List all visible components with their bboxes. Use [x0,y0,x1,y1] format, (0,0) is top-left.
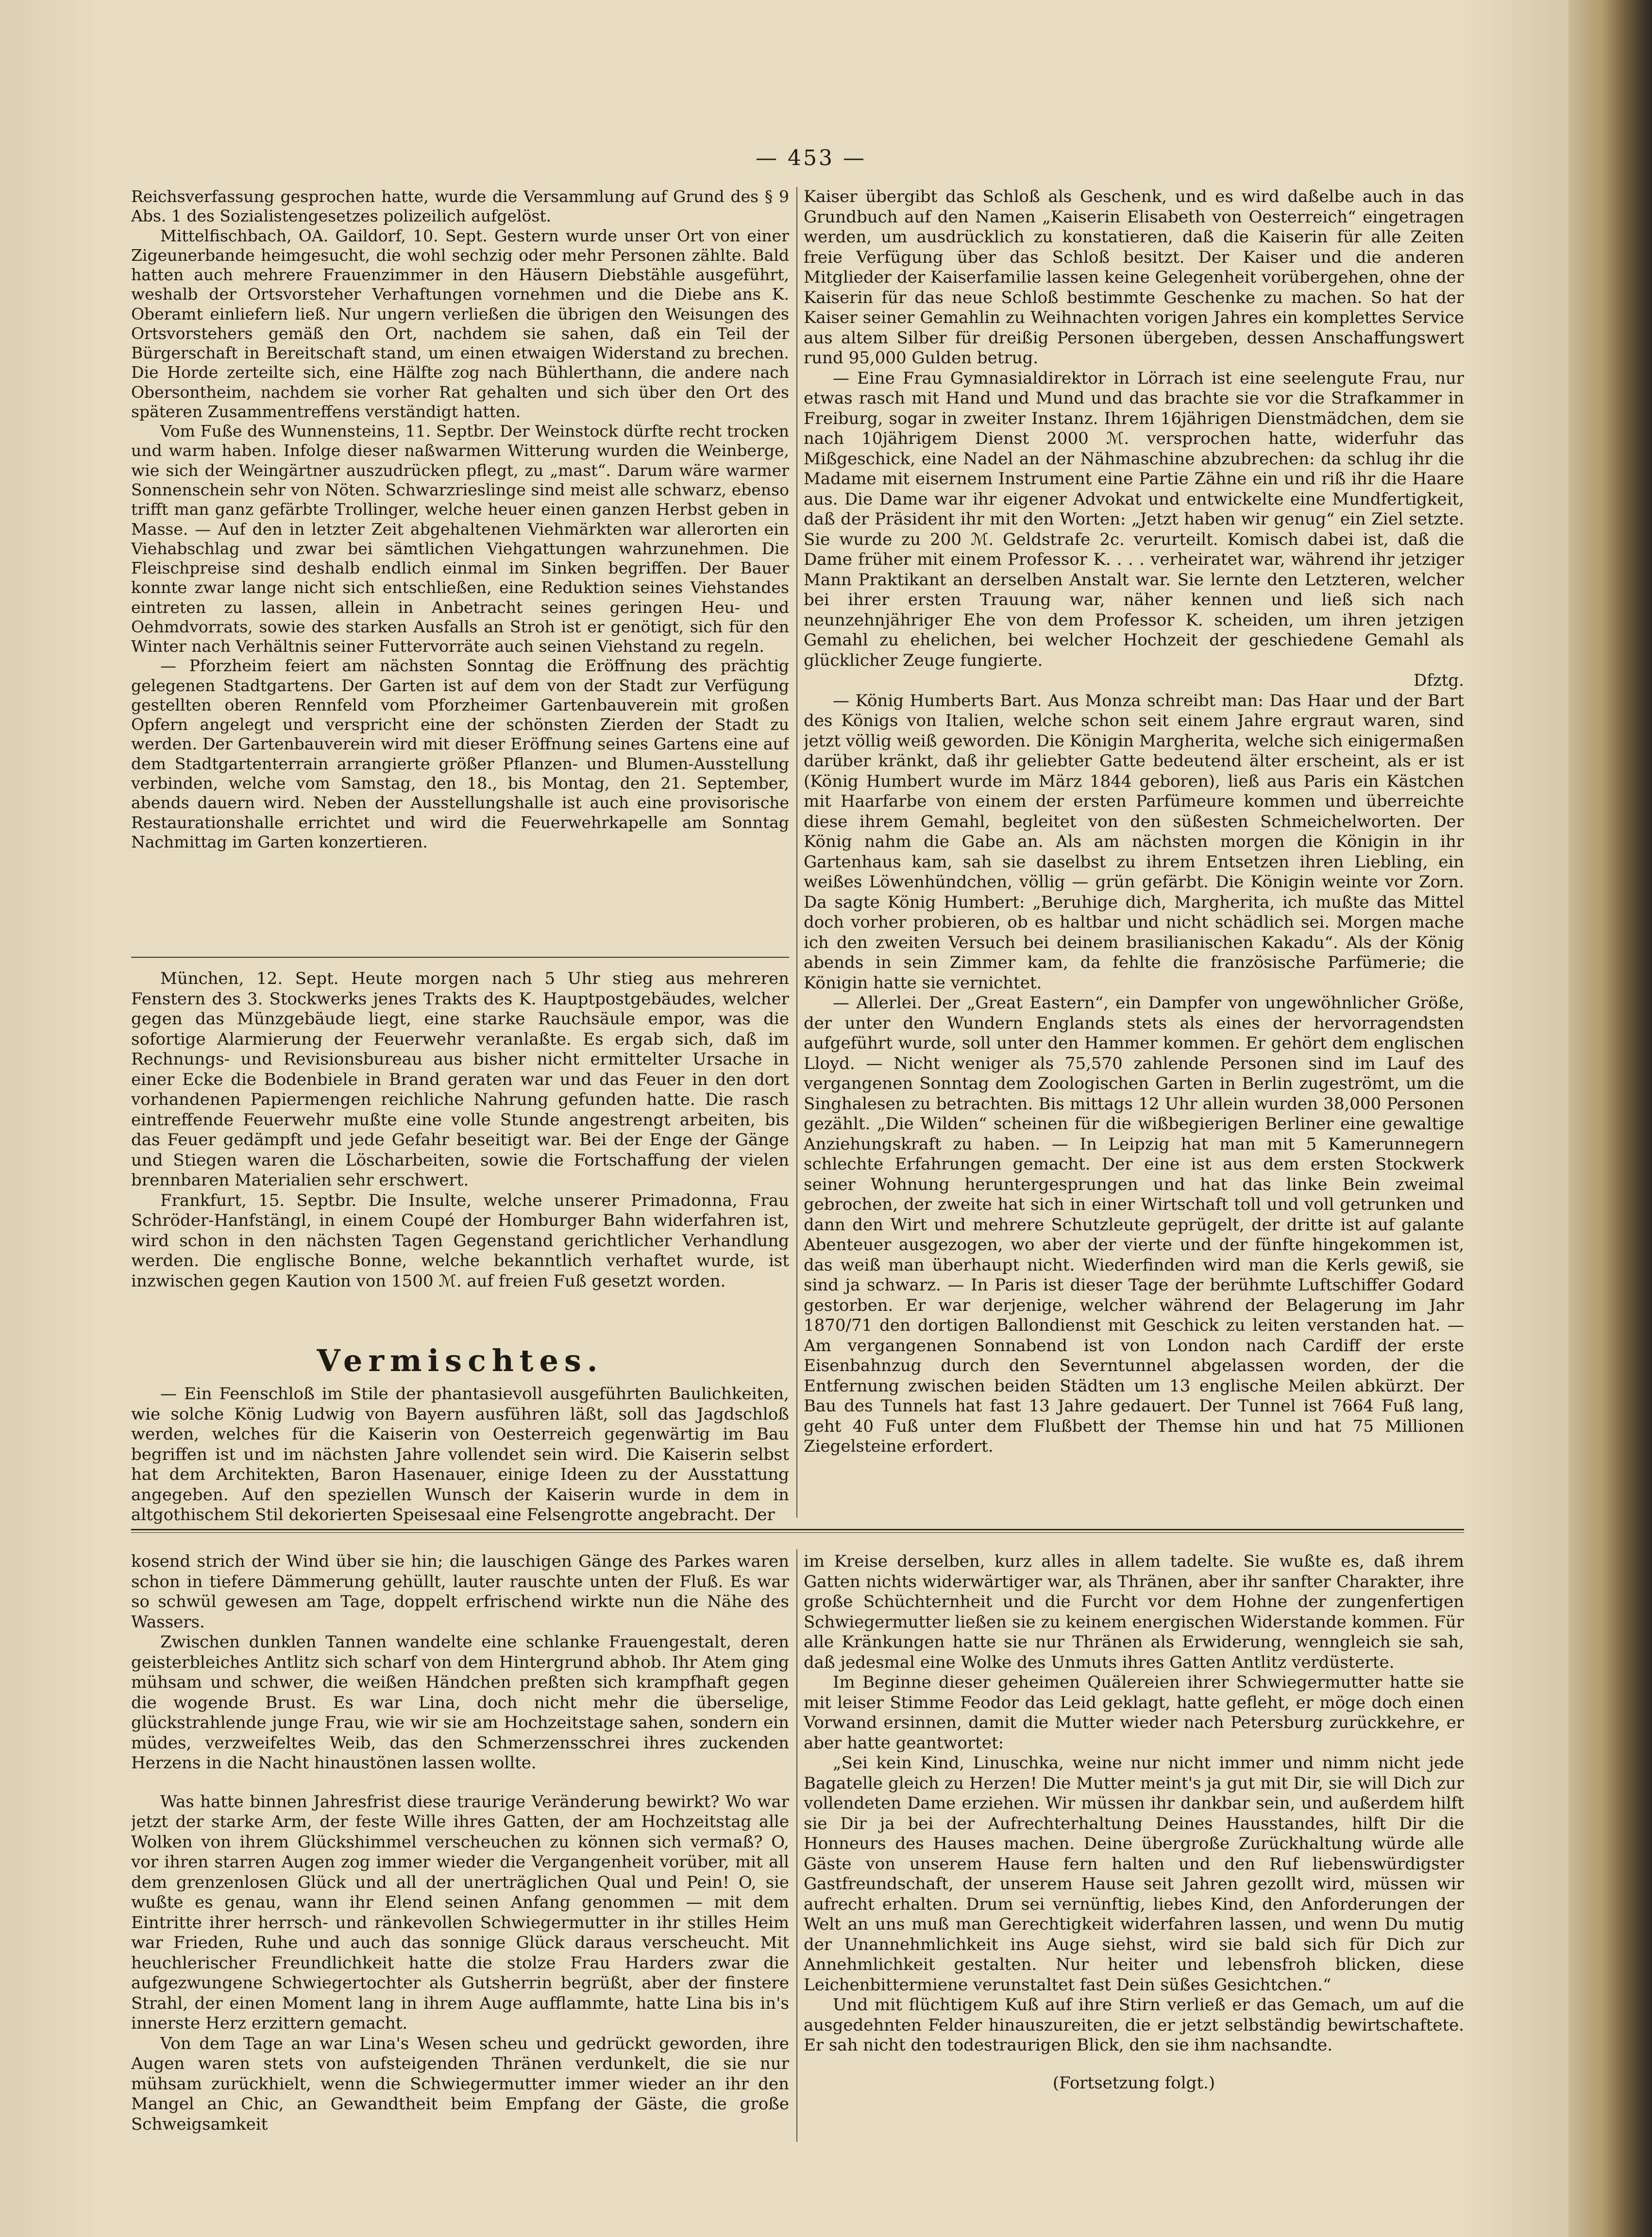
story-paragraph: kosend strich der Wind über sie hin; die lauschigen Gänge des Parkes waren schon in tiefere Dämmerung gehüllt, lauter rauschte unten der Fluß. Es war so schwül gewesen am Tage, doppelt erfrischend wirkte nun die Nähe des Wassers. [131,1552,789,1632]
story-paragraph: Von dem Tage an war Lina's Wesen scheu und gedrückt geworden, ihre Augen waren stets von aufsteigenden Thränen verdunkelt, die sie nur mühsam zurückhielt, wenn die Schwiegermutter immer wieder an ihr den Mangel an Chic, an Gewandtheit beim Empfang der Gäste, die große Schweigsamkeit [131,2034,789,2134]
story-quote: „Sei kein Kind, Linuschka, weine nur nicht immer und nimm nicht jede Bagatelle gleich zu Herzen! Die Mutter meint's ja gut mit Dir, sie will Dich zur vollendeten Dame erziehen. Wir müssen ihr dankbar sein, und außerdem hilft sie Dir ja bei der Aufrechterhaltung Deines Hausstandes, hilft Dir die Honneurs des Hauses machen. Deine übergroße Zurückhaltung würde alle Gäste von unserem Hause fern halten und den Ruf liebenswürdigster Gastfreundschaft, der unserem Hause seit Jahren gezollt wird, müssen wir aufrecht erhalten. Drum sei vernünftig, liebes Kind, den Anforderungen der Welt an uns muß man Gerechtigkeit widerfahren lassen, und wenn Du mutig der Unannehmlichkeit ins Auge siehst, wird sie bald sich für Dich zur Annehmlichkeit gestalten. Nur heiter und lebensfroh blicken, diese Leichenbittermiene verunstaltet fast Dein süßes Gesichtchen.“ [804,1753,1464,1995]
serial-column-left [131,1552,789,2135]
article-paragraph: Kaiser übergibt das Schloß als Geschenk, und es wird daßelbe auch in das Grundbuch auf den Namen „Kaiserin Elisabeth von Oesterreich“ eingetragen werden, um ausdrücklich zu konstatieren, daß die Kaiserin für alle Zeiten freie Verfügung über das Schloß besitzt. Der Kaiser und die anderen Mitglieder der Kaiserfamilie lassen keine Gelegenheit vorübergehen, ohne der Kaiserin für das neue Schloß bestimmte Geschenke zu machen. So hat der Kaiser seiner Gemahlin zu Weihnachten vorigen Jahres ein komplettes Service aus altem Silber für dreißig Personen übergeben, dessen Anschaffungswert rund 95,000 Gulden betrug. [804,187,1464,368]
story-paragraph: Im Beginne dieser geheimen Quälereien ihrer Schwiegermutter hatte sie mit leiser Stimme Feodor das Leid geklagt, hatte gefleht, er möge doch einen Vorwand ersinnen, damit die Mutter wieder nach Petersburg zurückkehre, er aber hatte geantwortet: [804,1673,1464,1753]
article-loerrach: — Eine Frau Gymnasialdirektor in Lörrach ist eine seelengute Frau, nur etwas rasch mit Hand und Mund und das brachte sie vor die Strafkammer in Freiburg, sogar in zweiter Instanz. Ihrem 16jährigen Dienstmädchen, dem sie nach 10jährigem Dienst 2000 ℳ. versprochen hatte, widerfuhr das Mißgeschick, eine Nadel an der Nähmaschine abzubrechen: da schlug ihr die Madame mit eisernem Instrument eine Partie Zähne ein und riß ihr die Haare aus. Die Dame war ihr eigener Advokat und entwickelte eine Mundfertigkeit, daß der Präsident ihr mit den Worten: „Jetzt haben wir genug“ ein Ziel setzte. Sie wurde zu 200 ℳ. Geldstrafe 2c. verurteilt. Komisch dabei ist, daß die Dame früher mit einem Professor K. . . . verheiratet war, während ihr jetziger Mann Praktikant an derselben Anstalt war. Sie lernte den Letzteren, welcher bei ihrer ersten Trauung war, näher kennen und ließ sich nach neunzehnjähriger Ehe von dem Professor K. scheiden, um ihren jetzigen Gemahl zu ehelichen, bei welcher Hochzeit der geschiedene Gemahl als glücklicher Zeuge fungierte. [804,368,1464,670]
story-paragraph: Was hatte binnen Jahresfrist diese traurige Veränderung bewirkt? Wo war jetzt der starke Arm, der feste Wille ihres Gatten, der am Hochzeitstag alle Wolken von ihrem Glückshimmel verscheuchen zu können sich vermaß? O, vor ihren starren Augen zog immer wieder die Vergangenheit vorüber, mit all dem grenzenlosen Glück und all der unerträglichen Qual und Pein! O, sie wußte es genau, wann ihr Elend seinen Anfang genommen — mit dem Eintritte ihrer herrsch- und ränkevollen Schwiegermutter in ihr stilles Heim war Frieden, Ruhe und auch das sonnige Glück daraus verscheucht. Mit heuchlerischer Freundlichkeit hatte die stolze Frau Harders zwar die aufgezwungene Schwiegertochter als Gutsherrin begrüßt, aber der finstere Strahl, der einen Moment lang in ihrem Auge aufflammte, hatte Lina bis in's innerste Herz erzittern gemacht. [131,1792,789,2033]
column-divider [796,187,797,1518]
feuilleton-rule [131,1529,1464,1530]
page-edge [1568,0,1652,2237]
article-pforzheim: — Pforzheim feiert am nächsten Sonntag die Eröffnung des prächtig gelegenen Stadtgartens. Der Garten ist auf dem von der Stadt zur Verfügung gestellten oberen Rennfeld vom Pforzheimer Gartenbauverein mit großen Opfern angelegt und verspricht eine der schönsten Zierden der Stadt zu werden. Der Gartenbauverein wird mit dieser Eröffnung seines Gartens eine auf dem Stadtgartenterrain arrangierte größer Pflanzen- und Blumen-Ausstellung verbinden, welche vom Samstag, den 18., bis Montag, den 21. September, abends dauern wird. Neben der Ausstellungshalle ist auch eine provisorische Restaurationshalle errichtet und wird die Feuerwehrkapelle am Sonntag Nachmittag im Garten konzertieren. [131,656,789,851]
news-column-left-top [131,187,789,852]
news-column-right-top [804,187,1464,1513]
article-muenchen: München, 12. Sept. Heute morgen nach 5 Uhr stieg aus mehreren Fenstern des 3. Stockwerks jenes Trakts des K. Hauptpostgebäudes, welcher gegen das Münzgebäude liegt, eine starke Rauchsäule empor, was die sofortige Alarmierung der Feuerwehr veranlaßte. Es ergab sich, daß im Rechnungs- und Revisionsbureau aus bisher nicht ermittelter Ursache in einer Ecke die Bodenbiele in Brand geraten war und das Feuer in den dort vorhandenen Papiermengen reichliche Nahrung gefunden hatte. Die rasch eintreffende Feuerwehr mußte eine volle Stunde angestrengt arbeiten, bis das Feuer gedämpft und jede Gefahr beseitigt war. Bei der Enge der Gänge und Stiegen waren die Löscharbeiten, sowie die Fortschaffung der vielen brennbaren Materialien sehr erschwert. [131,969,789,1190]
story-paragraph: Zwischen dunklen Tannen wandelte eine schlanke Frauengestalt, deren geisterbleiches Antlitz sich scharf von dem Hintergrund abhob. Ihr Atem ging mühsam und schwer, die weißen Händchen preßten sich krampfhaft gegen die wogende Brust. Es war Lina, doch nicht mehr die überselige, glückstrahlende junge Frau, wie wir sie am Hochzeitstage sahen, sondern ein müdes, verzweifeltes Weib, das den Schmerzensschrei ihres zuckenden Herzens in die Nacht hinaustönen lassen wollte. [131,1632,789,1773]
article-feenschloss: — Ein Feenschloß im Stile der phantasievoll ausgeführten Baulichkeiten, wie solche König Ludwig von Bayern ausführen läßt, soll das Jagdschloß werden, welches für die Kaiserin von Oesterreich gegenwärtig im Bau begriffen ist und im nächsten Jahre vollendet sein wird. Die Kaiserin selbst hat dem Architekten, Baron Hasenauer, einige Ideen zu der Ausstattung angegeben. Auf den speziellen Wunsch der Kaiserin wurde in dem in altgothischem Stil dekorierten Speisesaal eine Felsengrotte angebracht. Der [131,1384,789,1525]
article-wunnenstein: Vom Fuße des Wunnensteins, 11. Septbr. Der Weinstock dürfte recht trocken und warm haben. Infolge dieser naßwarmen Witterung wurden die Weinberge, wie sich der Weingärtner auszudrücken pflegt, zu „mast“. Darum wäre warmer Sonnenschein sehr von Nöten. Schwarzrieslinge sind meist alle schwarz, ebenso trifft man ganz gefärbte Trollinger, welche heuer einen ganzen Herbst geben in Masse. — Auf den in letzter Zeit abgehaltenen Viehmärkten war allerorten ein Viehabschlag und zwar bei sämtlichen Viehgattungen wahrzunehmen. Die Fleischpreise sind deshalb endlich einmal im Sinken begriffen. Der Bauer konnte zwar lange nicht sich entschließen, eine Reduktion seines Viehstandes eintreten zu lassen, allein in Anbetracht seines geringen Heu- und Oehmdvorrats, sowie des starken Ausfalls an Stroh ist er genötigt, sich für den Winter nach Verhältnis seiner Futtervorräte auch seinen Viehstand zu regeln. [131,422,789,656]
article-paragraph: Reichsverfassung gesprochen hatte, wurde die Versammlung auf Grund des § 9 Abs. 1 des Sozialistengesetzes polizeilich aufgelöst. [131,187,789,226]
continuation-note: (Fortsetzung folgt.) [1052,2073,1215,2093]
news-column-vermischtes [131,1384,789,1525]
feuilleton-column-divider [796,1549,797,2142]
story-paragraph: Und mit flüchtigem Kuß auf ihre Stirn verließ er das Gemach, um auf die ausgedehnten Felder hinauszureiten, die er jetzt selbständig bewirtschaftete. Er sah nicht den todestraurigen Blick, den sie ihm nachsandte. [804,1995,1464,2055]
page-number: — 453 — [756,146,866,170]
section-heading: Vermischtes. [317,1343,604,1378]
article-allerlei: — Allerlei. Der „Great Eastern“, ein Dampfer von ungewöhnlicher Größe, der unter den Wundern Englands stets als eines der hervorragendsten aufgeführt wurde, soll unter den Hammer kommen. Er gehört dem englischen Lloyd. — Nicht weniger als 75,570 zahlende Personen sind im Lauf des vergangenen Sonntag dem Zoologischen Garten in Berlin zugeströmt, um die Singhalesen zu betrachten. Bis mittags 12 Uhr allein wurden 38,000 Personen gezählt. „Die Wilden“ scheinen für die wißbegierigen Berliner eine gewaltige Anziehungskraft zu haben. — In Leipzig hat man mit 5 Kamerunnegern schlechte Erfahrungen gemacht. Der eine ist aus dem ersten Stockwerk seiner Wohnung heruntergesprungen und hat das linke Bein zweimal gebrochen, der zweite hat sich in einer Wirtschaft toll und voll getrunken und dann den Wirt und mehrere Schutzleute geprügelt, der dritte ist auf galante Abenteuer ausgezogen, wo aber der vierte und der fünfte hingekommen ist, das weiß man überhaupt nicht. Wiederfinden wird man die Kerls gewiß, sie sind ja schwarz. — In Paris ist dieser Tage der berühmte Luftschiffer Godard gestorben. Er war derjenige, welcher während der Belagerung im Jahr 1870/71 den dortigen Ballondienst mit Geschick zu leiten verstanden hat. — Am vergangenen Sonnabend ist von London nach Cardiff der erste Eisenbahnzug durch den Severntunnel abgelassen worden, der die Entfernung zwischen beiden Städten um 13 englische Meilen abkürzt. Der Bau des Tunnels hat fast 13 Jahre gedauert. Der Tunnel ist 7664 Fuß lang, geht 40 Fuß unter dem Flußbett der Themse hin und hat 75 Millionen Ziegelsteine erfordert. [804,993,1464,1456]
section-rule [131,957,789,958]
source-signature: Dfztg. [1414,671,1464,690]
story-paragraph: im Kreise derselben, kurz alles in allem tadelte. Sie wußte es, daß ihrem Gatten nichts widerwärtiger war, als Thränen, aber ihr sanfter Charakter, ihre große Schüchternheit und die Furcht vor dem Hohne der zungenfertigen Schwiegermutter ließen sie zu keinem energischen Widerstande kommen. Für alle Kränkungen hatte sie nur Thränen als Erwiderung, wenngleich sie sah, daß jedesmal eine Wolke des Unmuts ihres Gatten Antlitz verdüsterte. [804,1552,1464,1672]
serial-column-right [804,1552,1464,2135]
article-humbert: — König Humberts Bart. Aus Monza schreibt man: Das Haar und der Bart des Königs von Italien, welche schon seit einem Jahre ergraut waren, sind jetzt völlig weiß geworden. Die Königin Margherita, welche sich einigermaßen darüber kränkt, daß ihr geliebter Gatte bedeutend älter erscheint, als er ist (König Humbert wurde im März 1844 geboren), ließ aus Paris ein Kästchen mit Haarfarbe von einem der ersten Parfümeure kommen und überreichte diese ihrem Gemahl, begleitet von den süßesten Schmeichelworten. Der König nahm die Gabe an. Als am nächsten morgen die Königin in ihr Gartenhaus kam, sah sie daselbst zu ihrem Entsetzen ihren Liebling, ein weißes Löwenhündchen, völlig — grün gefärbt. Die Königin weinte vor Zorn. Da sagte König Humbert: „Beruhige dich, Margherita, ich mußte das Mittel doch vorher probieren, ob es haltbar und nicht schädlich sei. Morgen mache ich den zweiten Versuch bei deinem brasilianischen Kakadu“. Als der König abends in sein Zimmer kam, da fehlte die französische Parfümerie; die Königin hatte sie vernichtet. [804,691,1464,993]
feuilleton-rule-thin [131,1532,1464,1533]
news-column-left-middle [131,969,789,1338]
article-mittelfischbach: Mittelfischbach, OA. Gaildorf, 10. Sept. Gestern wurde unser Ort von einer Zigeunerbande heimgesucht, die wohl sechzig oder mehr Personen zählte. Bald hatten auch mehrere Frauenzimmer in den Häusern Diebstähle ausgeführt, weshalb der Ortsvorsteher Verhaftungen vornehmen und die Diebe ans K. Oberamt einliefern ließ. Nur ungern verließen die übrigen den Weisungen des Ortsvorstehers gemäß den Ort, nachdem sie sahen, daß ein Teil der Bürgerschaft in Bereitschaft stand, um einen etwaigen Widerstand zu brechen. Die Horde zerteilte sich, eine Hälfte zog nach Bühlerthann, die andere nach Obersontheim, nachdem sie vorher Rat gehalten und sich über den Ort des späteren Zusammentreffens verständigt hatten. [131,226,789,421]
article-frankfurt: Frankfurt, 15. Septbr. Die Insulte, welche unserer Primadonna, Frau Schröder-Hanfstängl, in einem Coupé der Homburger Bahn widerfahren ist, wird schon in den nächsten Tagen Gegenstand gerichtlicher Verhandlung werden. Die englische Bonne, welche bekanntlich verhaftet wurde, ist inzwischen gegen Kaution von 1500 ℳ. auf freien Fuß gesetzt worden. [131,1190,789,1291]
